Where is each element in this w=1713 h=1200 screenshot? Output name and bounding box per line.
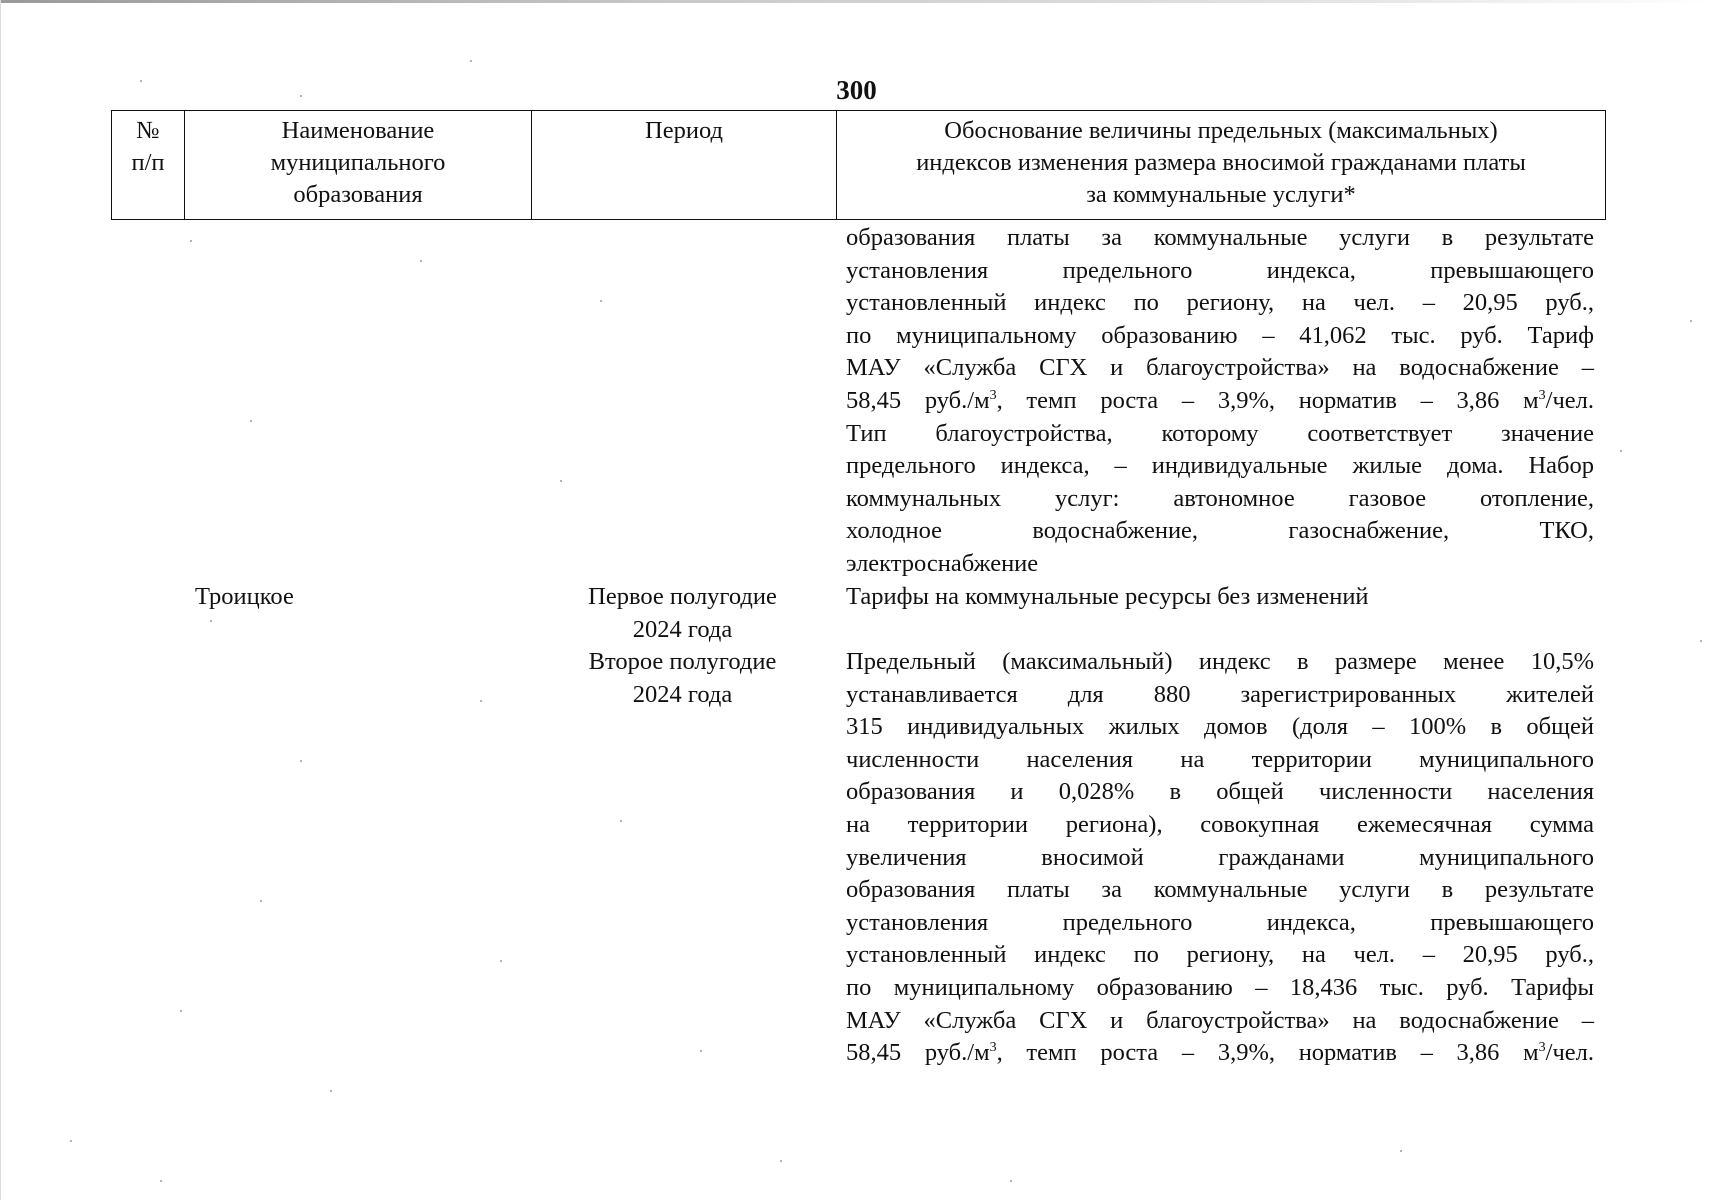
scan-speck xyxy=(70,1140,72,1142)
justification-second-half xyxy=(846,646,1594,1070)
scan-speck xyxy=(250,420,252,422)
text-line: МАУ «Служба СГХ и благоустройства» на водоснабжение – xyxy=(846,1006,1594,1034)
header-cell-number xyxy=(112,111,185,219)
period-line: Первое полугодие xyxy=(588,583,777,610)
header-text-line: № xyxy=(136,117,160,144)
scan-edge-top xyxy=(0,0,1713,3)
header-text-line: индексов изменения размера вносимой гражданами платы xyxy=(916,149,1526,176)
text-line: 58,45 $руб./м^3$, темп роста – 3,9%, норматив – 3,86 $м^3$/чел. xyxy=(846,1039,1594,1067)
text-line: Предельный (максимальный) индекс в размере менее 10,5% xyxy=(846,648,1594,675)
scan-speck xyxy=(160,1180,162,1182)
scan-speck xyxy=(260,900,262,902)
text-line: установления предельного индекса, превышающего xyxy=(846,908,1594,936)
text-line: Тарифы на коммунальные ресурсы без изменений xyxy=(846,583,1369,610)
scan-speck xyxy=(780,1160,782,1162)
header-text-line: образования xyxy=(293,181,423,208)
text-line: увеличения вносимой гражданами муниципального xyxy=(846,843,1594,871)
page-number: 300 xyxy=(836,75,877,105)
superscript-3: 3 xyxy=(1538,387,1546,403)
scan-speck xyxy=(1620,450,1622,452)
text-line: 315 индивидуальных жилых домов (доля – 100% в общей xyxy=(846,713,1594,741)
text-line: по муниципальному образованию – 41,062 тыс. руб. Тариф xyxy=(846,321,1594,349)
continuation-justification xyxy=(846,222,1594,581)
text-line: предельного индекса, – индивидуальные жилые дома. Набор xyxy=(846,452,1594,480)
superscript-3: 3 xyxy=(1538,1040,1546,1056)
scan-speck xyxy=(140,80,142,82)
scan-speck xyxy=(300,760,302,762)
text-line: 58,45 $руб./м^3$, темп роста – 3,9%, норматив – 3,86 $м^3$/чел. xyxy=(846,386,1594,414)
scan-speck xyxy=(500,960,502,962)
scan-speck xyxy=(180,1010,182,1012)
scan-speck xyxy=(700,1050,702,1052)
scan-speck xyxy=(600,300,602,302)
scan-speck xyxy=(420,260,422,262)
header-cell-municipality xyxy=(185,111,532,219)
text-line: установленный индекс по региону, на чел. – 20,95 руб., xyxy=(846,289,1594,317)
scan-speck xyxy=(330,1090,332,1092)
header-text-line: за коммунальные услуги* xyxy=(1086,181,1356,208)
period-line: Второе полугодие xyxy=(588,648,777,675)
superscript-3: 3 xyxy=(989,387,997,403)
scan-speck xyxy=(620,820,622,822)
text-line: на территории региона), совокупная ежемесячная сумма xyxy=(846,810,1594,838)
text-line: коммунальных услуг: автономное газовое отопление, xyxy=(846,484,1594,512)
text-line: образования платы за коммунальные услуги в результате xyxy=(846,876,1594,904)
text-line: МАУ «Служба СГХ и благоустройства» на водоснабжение – xyxy=(846,354,1594,382)
text-line: установления предельного индекса, превышающего xyxy=(846,256,1594,284)
header-text-line: муниципального xyxy=(270,149,446,176)
header-text-line: п/п xyxy=(131,149,165,176)
text-line: численности населения на территории муниципального xyxy=(846,745,1594,773)
scan-edge-left xyxy=(0,0,1,1200)
period-line: 2024 года xyxy=(632,680,733,708)
header-text-line: Обоснование величины предельных (максимальных) xyxy=(944,117,1498,144)
scan-speck xyxy=(480,700,482,702)
header-text-line: Наименование xyxy=(281,117,435,144)
scan-speck xyxy=(470,60,472,62)
text-line: устанавливается для 880 зарегистрированных жителей xyxy=(846,680,1594,708)
text-line: Тип благоустройства, которому соответствует значение xyxy=(846,419,1594,447)
text-line: установленный индекс по региону, на чел. – 20,95 руб., xyxy=(846,941,1594,969)
scan-speck xyxy=(560,480,562,482)
scan-speck xyxy=(190,240,192,242)
header-cell-justification xyxy=(837,111,1605,219)
scan-speck xyxy=(300,95,302,97)
text-line: образования и 0,028% в общей численности населения xyxy=(846,778,1594,806)
header-cell-period xyxy=(532,111,837,219)
period-second-half xyxy=(545,646,820,711)
text-line: электроснабжение xyxy=(846,549,1039,577)
superscript-3: 3 xyxy=(989,1040,997,1056)
scan-speck xyxy=(1010,1180,1012,1182)
text-line: холодное водоснабжение, газоснабжение, ТКО, xyxy=(846,517,1594,545)
period-first-half xyxy=(545,581,820,646)
scan-speck xyxy=(1700,640,1702,642)
justification-first-half xyxy=(846,581,1594,614)
text-line: по муниципальному образованию – 18,436 тыс. руб. Тарифы xyxy=(846,973,1594,1001)
scan-speck xyxy=(1400,1150,1402,1152)
header-text-line: Период xyxy=(645,117,723,144)
scan-speck xyxy=(1690,320,1692,322)
municipality-name: Троицкое xyxy=(195,583,294,610)
text-line: образования платы за коммунальные услуги в результате xyxy=(846,224,1594,251)
scan-speck xyxy=(210,620,212,622)
table-header xyxy=(111,110,1606,220)
period-line: 2024 года xyxy=(632,615,733,643)
